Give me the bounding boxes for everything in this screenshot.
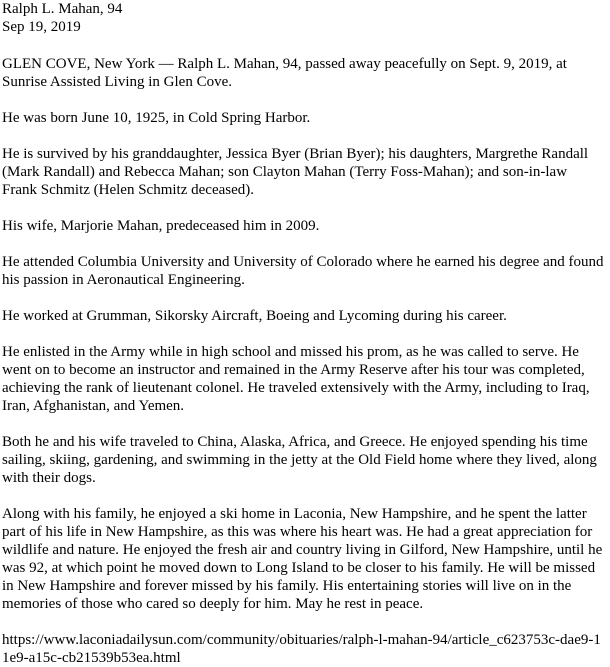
paragraph-career: He worked at Grumman, Sikorsky Aircraft, Boeing and Lycoming during his career. [2,308,507,324]
paragraph-birth: He was born June 10, 1925, in Cold Spring Harbor. [2,110,311,126]
paragraph-survivors: He is survived by his granddaughter, Jessica Byer (Brian Byer); his daughters, Margrethe Randall (Mark Randall) and Rebecca Mahan; son Clayton Mahan (Terry Foss-Mahan); and son-in-law Frank Schmitz (Helen Schmitz deceased). [2,146,589,198]
source-url-text: https://www.laconiadailysun.com/community/obituaries/ralph-l-mahan-94/article_c623753c-dae9-11e9-a15c-cb21539b53ea.html [2,632,601,666]
paragraph-travel: Both he and his wife traveled to China, Alaska, Africa, and Greece. He enjoyed spending his time sailing, skiing, gardening, and swimming in the jetty at the Old Field home where they lived, along with their dogs. [2,434,597,486]
obituary-name-line: Ralph L. Mahan, 94 [2,1,123,17]
paragraph-education: He attended Columbia University and University of Colorado where he earned his degree and found his passion in Aeronautical Engineering. [2,254,604,288]
paragraph-later-life: Along with his family, he enjoyed a ski home in Laconia, New Hampshire, and he spent the latter part of his life in New Hampshire, as this was where his heart was. He had a great appreciation for wildlife and nature. He enjoyed the fresh air and country living in Gilford, New Hampshire, until he was 92, at which point he moved down to Long Island to be closer to his family. He will be missed in New Hampshire and forever missed by his family. His entertaining stories will live on in the memories of those who cared so deeply for him. May he rest in peace. [2,506,603,612]
paragraph-wife: His wife, Marjorie Mahan, predeceased him in 2009. [2,218,320,234]
obituary-date-line: Sep 19, 2019 [2,19,81,35]
paragraph-military: He enlisted in the Army while in high school and missed his prom, as he was called to serve. He went on to become an instructor and remained in the Army Reserve after his tour was completed, achieving the rank of lieutenant colonel. He traveled extensively with the Army, including to Iraq, Iran, Afghanistan, and Yemen. [2,344,590,414]
paragraph-death-notice: GLEN COVE, New York — Ralph L. Mahan, 94, passed away peacefully on Sept. 9, 2019, at Sunrise Assisted Living in Glen Cove. [2,56,567,90]
